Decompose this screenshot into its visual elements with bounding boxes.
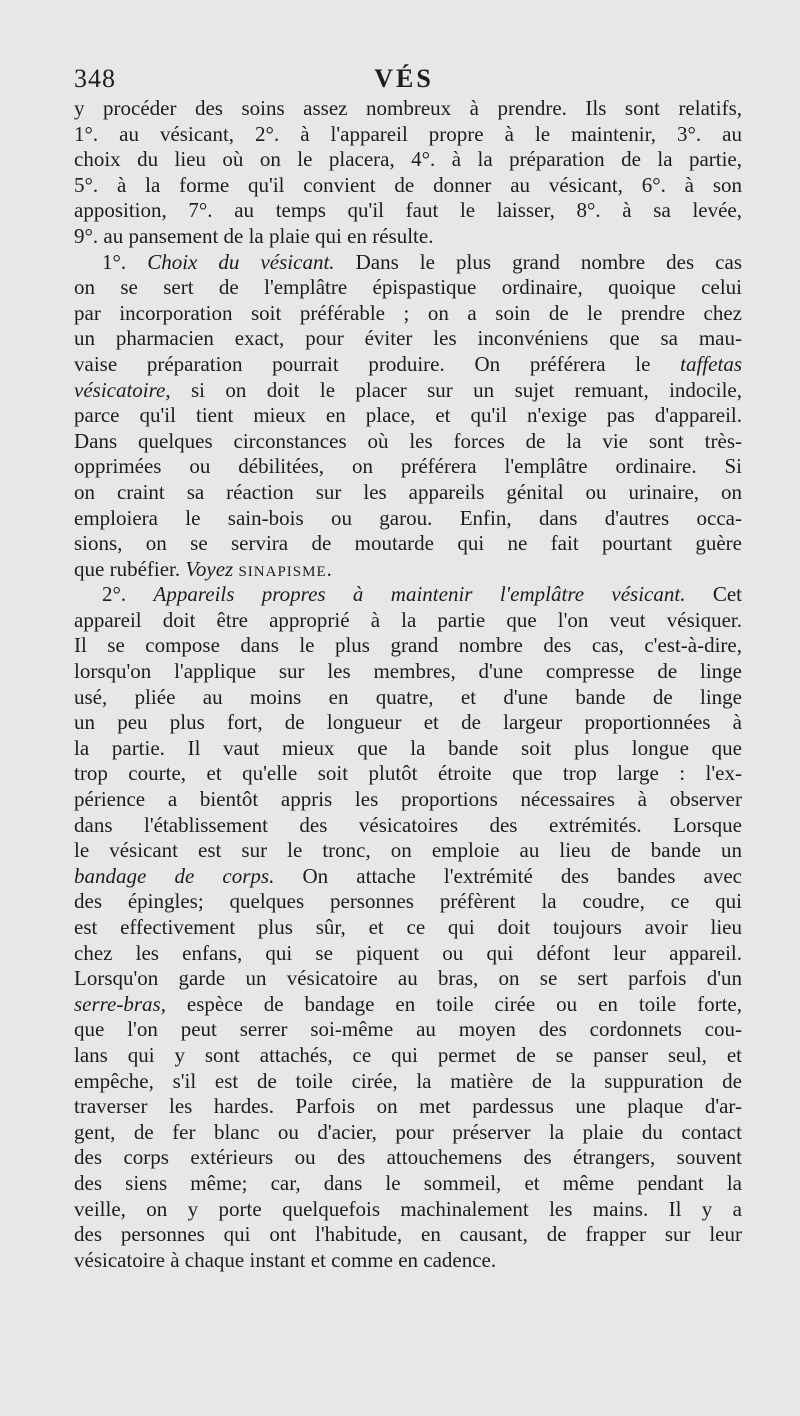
text-line bbox=[74, 1145, 742, 1171]
text-line bbox=[74, 1120, 742, 1146]
text-run: appareil doit être approprié à la partie que l'on veut vésiquer. bbox=[74, 607, 742, 632]
text-run: Cet bbox=[685, 582, 742, 607]
text-run: des personnes qui ont l'habitude, en causant, de frapper sur leur bbox=[74, 1222, 742, 1247]
text-line bbox=[74, 633, 742, 659]
text-line bbox=[74, 1222, 742, 1248]
text-run: On attache l'extrémité des bandes avec bbox=[274, 863, 742, 888]
text-run: des siens même; car, dans le sommeil, et même pendant la bbox=[74, 1170, 742, 1195]
text-line bbox=[74, 506, 742, 532]
text-run: que l'on peut serrer soi-même au moyen des cordonnets cou- bbox=[74, 1017, 742, 1042]
section-heading-choix: Choix du vésicant. bbox=[147, 249, 335, 274]
text-run: veille, on y porte quelquefois machinalement les mains. Il y a bbox=[74, 1196, 742, 1221]
text-line bbox=[74, 813, 742, 839]
text-run: empêche, s'il est de toile cirée, la matière de la suppuration de bbox=[74, 1068, 742, 1093]
text-run: emploiera le sain-bois ou garou. Enfin, dans d'autres occa- bbox=[74, 505, 742, 530]
text-run: lans qui y sont attachés, ce qui permet de se panser seul, et bbox=[74, 1042, 742, 1067]
text-line bbox=[74, 147, 742, 173]
text-run: trop courte, et qu'elle soit plutôt étroite que trop large : l'ex- bbox=[74, 761, 742, 786]
text-line bbox=[74, 352, 742, 378]
text-run: des épingles; quelques personnes préfèrent la coudre, ce qui bbox=[74, 889, 742, 914]
text-line bbox=[74, 915, 742, 941]
text-line bbox=[74, 608, 742, 634]
text-line bbox=[74, 864, 742, 890]
italic-term: taffetas bbox=[680, 351, 742, 376]
text-run: par incorporation soit préférable ; on a soin de le prendre chez bbox=[74, 300, 742, 325]
text-run: 5°. à la forme qu'il convient de donner au vésicant, 6°. à son bbox=[74, 172, 742, 197]
text-line bbox=[74, 685, 742, 711]
text-line bbox=[74, 429, 742, 455]
text-run: vésicatoire à chaque instant et comme en cadence. bbox=[74, 1247, 497, 1272]
text-run: on se sert de l'emplâtre épispastique ordinaire, quoique celui bbox=[74, 275, 742, 300]
text-line bbox=[74, 480, 742, 506]
text-line bbox=[74, 250, 742, 276]
text-run: un pharmacien exact, pour éviter les inconvéniens que sa mau- bbox=[74, 326, 742, 351]
text-run: Dans le plus grand nombre des cas bbox=[334, 249, 742, 274]
text-line bbox=[74, 1094, 742, 1120]
text-run: 1°. bbox=[102, 249, 148, 274]
text-line bbox=[74, 1043, 742, 1069]
text-run: espèce de bandage en toile cirée ou en toile forte, bbox=[165, 991, 742, 1016]
text-line bbox=[74, 224, 742, 250]
text-line bbox=[74, 787, 742, 813]
text-line bbox=[74, 378, 742, 404]
text-run: chez les enfans, qui se piquent ou qui défont leur appareil. bbox=[74, 940, 742, 965]
text-run: opprimées ou débilitées, on préférera l'emplâtre ordinaire. Si bbox=[74, 454, 742, 479]
text-run: lorsqu'on l'applique sur les membres, d'une compresse de linge bbox=[74, 659, 742, 684]
text-line bbox=[74, 557, 742, 583]
text-run: est effectivement plus sûr, et ce qui doit toujours avoir lieu bbox=[74, 915, 742, 939]
text-run: Il se compose dans le plus grand nombre des cas, c'est-à-dire, bbox=[74, 633, 742, 658]
text-run: sions, on se servira de moutarde qui ne fait pourtant guère bbox=[74, 531, 742, 556]
running-head: VÉS bbox=[374, 64, 434, 93]
text-run: que rubéfier. bbox=[74, 556, 186, 581]
text-line bbox=[74, 301, 742, 327]
page-number: 348 bbox=[74, 64, 116, 93]
text-run: vaise préparation pourrait produire. On préférera le bbox=[74, 351, 681, 376]
text-line bbox=[74, 941, 742, 967]
text-line bbox=[74, 992, 742, 1018]
page-header bbox=[74, 64, 734, 98]
text-run: 2°. bbox=[102, 582, 154, 607]
text-run: le vésicant est sur le tronc, on emploie au lieu de bande un bbox=[74, 838, 742, 863]
text-run: des corps extérieurs ou des attouchemens des étrangers, souvent bbox=[74, 1145, 742, 1170]
italic-term: serre-bras, bbox=[74, 991, 166, 1016]
text-run: y procéder des soins assez nombreux à prendre. Ils sont relatifs, bbox=[74, 96, 742, 120]
text-run: périence a bientôt appris les proportions nécessaires à observer bbox=[74, 787, 742, 812]
text-line bbox=[74, 1017, 742, 1043]
text-line bbox=[74, 454, 742, 480]
italic-term: Voyez bbox=[185, 556, 234, 581]
text-run: 9°. au pansement de la plaie qui en résulte. bbox=[74, 223, 434, 248]
text-line bbox=[74, 1069, 742, 1095]
text-run: dans l'établissement des vésicatoires des extrémités. Lorsque bbox=[74, 812, 742, 837]
text-line bbox=[74, 710, 742, 736]
italic-term: bandage de corps. bbox=[74, 863, 275, 888]
text-line bbox=[74, 403, 742, 429]
text-line bbox=[74, 582, 742, 608]
text-run: choix du lieu où on le placera, 4°. à la préparation de la partie, bbox=[74, 147, 742, 172]
text-line bbox=[74, 173, 742, 199]
text-line bbox=[74, 198, 742, 224]
text-run: parce qu'il tient mieux en place, et qu'il n'exige pas d'appareil. bbox=[74, 403, 742, 428]
text-line bbox=[74, 761, 742, 787]
text-line bbox=[74, 531, 742, 557]
text-run: . bbox=[326, 556, 332, 581]
text-run: gent, de fer blanc ou d'acier, pour préserver la plaie du contact bbox=[74, 1119, 742, 1144]
text-run: apposition, 7°. au temps qu'il faut le laisser, 8°. à sa levée, bbox=[74, 198, 742, 223]
text-line bbox=[74, 326, 742, 352]
text-run: Dans quelques circonstances où les forces de la vie sont très- bbox=[74, 428, 742, 453]
italic-term: vésicatoire, bbox=[74, 377, 171, 402]
text-line bbox=[74, 1171, 742, 1197]
body-text bbox=[74, 96, 742, 1273]
text-run: un peu plus fort, de longueur et de largeur proportionnées à bbox=[74, 710, 742, 735]
cross-reference: SINAPISME bbox=[238, 563, 327, 580]
text-line bbox=[74, 1197, 742, 1223]
text-line bbox=[74, 659, 742, 685]
text-run: la partie. Il vaut mieux que la bande soit plus longue que bbox=[74, 735, 742, 760]
text-line bbox=[74, 838, 742, 864]
text-line bbox=[74, 736, 742, 762]
section-heading-appareils: Appareils propres à maintenir l'emplâtre vésicant. bbox=[153, 582, 686, 607]
text-line bbox=[74, 122, 742, 148]
text-run: 1°. au vésicant, 2°. à l'appareil propre à le maintenir, 3°. au bbox=[74, 121, 742, 146]
text-run: usé, pliée au moins en quatre, et d'une bande de linge bbox=[74, 684, 742, 709]
text-line bbox=[74, 96, 742, 122]
text-line bbox=[74, 889, 742, 915]
text-run: traverser les hardes. Parfois on met pardessus une plaque d'ar- bbox=[74, 1094, 742, 1119]
text-run: on craint sa réaction sur les appareils génital ou urinaire, on bbox=[74, 479, 742, 504]
text-run: Lorsqu'on garde un vésicatoire au bras, on se sert parfois d'un bbox=[74, 966, 742, 991]
text-run: si on doit le placer sur un sujet remuant, indocile, bbox=[170, 377, 742, 402]
text-line bbox=[74, 966, 742, 992]
text-line bbox=[74, 275, 742, 301]
text-line bbox=[74, 1248, 742, 1274]
